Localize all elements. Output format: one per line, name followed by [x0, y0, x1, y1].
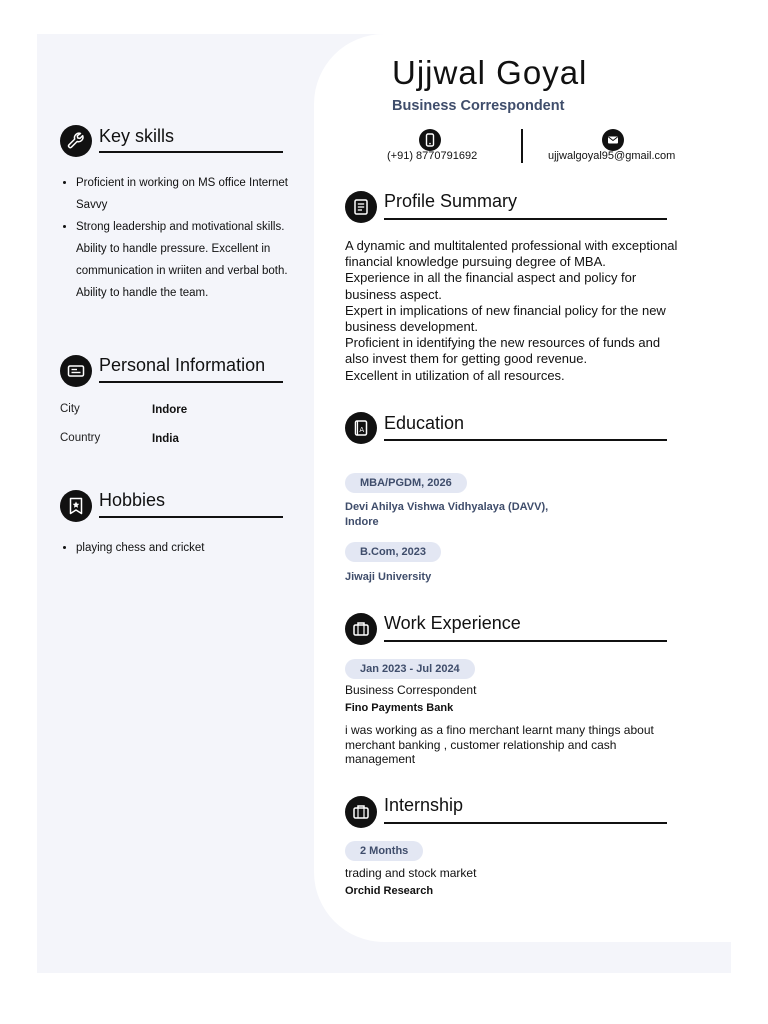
- hobbies-list: [60, 537, 302, 559]
- phone-icon: [419, 129, 441, 151]
- work-description: [345, 723, 685, 767]
- summary-line: Experience in all the financial aspect and policy for: [345, 270, 637, 286]
- country-label: Country: [60, 432, 101, 444]
- education-heading: Education: [384, 413, 465, 433]
- summary-line: A dynamic and multitalented professional with exceptional: [345, 238, 678, 253]
- institution-line: Devi Ahilya Vishwa Vidhyalaya (DAVV),: [345, 501, 549, 513]
- summary-line: business development.: [345, 319, 478, 335]
- key-skills-rule: [99, 151, 283, 153]
- summary-line: Proficient in identifying the new resources of funds and: [345, 335, 661, 351]
- work-experience-heading: Work Experience: [384, 613, 521, 633]
- internship-company: Orchid Research: [345, 885, 434, 897]
- work-company: Fino Payments Bank: [345, 702, 454, 714]
- internship-duration-badge: 2 Months: [345, 841, 423, 861]
- wrench-icon: [60, 125, 92, 157]
- work-period-badge: Jan 2023 - Jul 2024: [345, 659, 475, 679]
- document-icon: [345, 191, 377, 223]
- key-skills-list: [60, 172, 302, 304]
- summary-line: also invest them for getting good revenue.: [345, 351, 588, 367]
- summary-line: business aspect.: [345, 286, 442, 302]
- education-rule: [384, 439, 667, 441]
- personal-info-rule: [99, 381, 283, 383]
- description-line: management: [345, 752, 416, 767]
- institution-line: Indore: [345, 516, 379, 528]
- institution-line: Jiwaji University: [345, 571, 432, 583]
- profile-summary-rule: [384, 218, 667, 220]
- profile-summary-text: [345, 238, 695, 384]
- phone-number[interactable]: (+91) 8770791692: [387, 150, 478, 162]
- summary-line: financial knowledge pursuing degree of MBA.: [345, 254, 606, 270]
- city-label: City: [60, 403, 80, 415]
- education-degree-badge: MBA/PGDM, 2026: [345, 473, 467, 493]
- candidate-role: Business Correspondent: [392, 98, 565, 114]
- description-line: merchant banking , customer relationship and cash: [345, 737, 617, 752]
- summary-line: Expert in implications of new financial policy for the new: [345, 302, 666, 318]
- email-address[interactable]: ujjwalgoyal95@gmail.com: [548, 150, 676, 162]
- briefcase-icon: [345, 796, 377, 828]
- notebook-icon: [345, 412, 377, 444]
- internship-rule: [384, 822, 667, 824]
- education-institution: [345, 500, 585, 530]
- bookmark-star-icon: [60, 490, 92, 522]
- candidate-name: Ujjwal Goyal: [392, 54, 588, 91]
- internship-heading: Internship: [384, 795, 464, 815]
- education-degree-badge: B.Com, 2023: [345, 542, 441, 562]
- list-item: • Proficient in working on MS office Internet Savvy: [76, 172, 302, 216]
- list-item: • Strong leadership and motivational skills. Ability to handle pressure. Excellent in communication in wriiten and verbal both. Ability to handle the team.: [76, 216, 302, 304]
- svg-text:A: A: [359, 425, 365, 434]
- city-value: Indore: [152, 404, 188, 416]
- hobbies-rule: [99, 516, 283, 518]
- summary-line: Excellent in utilization of all resources.: [345, 367, 565, 383]
- education-institution: [345, 570, 585, 585]
- hobbies-heading: Hobbies: [99, 490, 166, 510]
- personal-info-heading: Personal Information: [99, 355, 266, 375]
- profile-summary-heading: Profile Summary: [384, 191, 518, 211]
- briefcase-icon: [345, 613, 377, 645]
- email-icon: [602, 129, 624, 151]
- work-experience-rule: [384, 640, 667, 642]
- description-line: i was working as a fino merchant learnt many things about: [345, 723, 654, 737]
- internship-title: trading and stock market: [345, 866, 477, 880]
- list-item: • playing chess and cricket: [76, 537, 302, 559]
- id-card-icon: [60, 355, 92, 387]
- work-job-title: Business Correspondent: [345, 683, 477, 697]
- key-skills-heading: Key skills: [99, 126, 175, 146]
- country-value: India: [152, 433, 179, 445]
- contact-divider: [521, 129, 523, 163]
